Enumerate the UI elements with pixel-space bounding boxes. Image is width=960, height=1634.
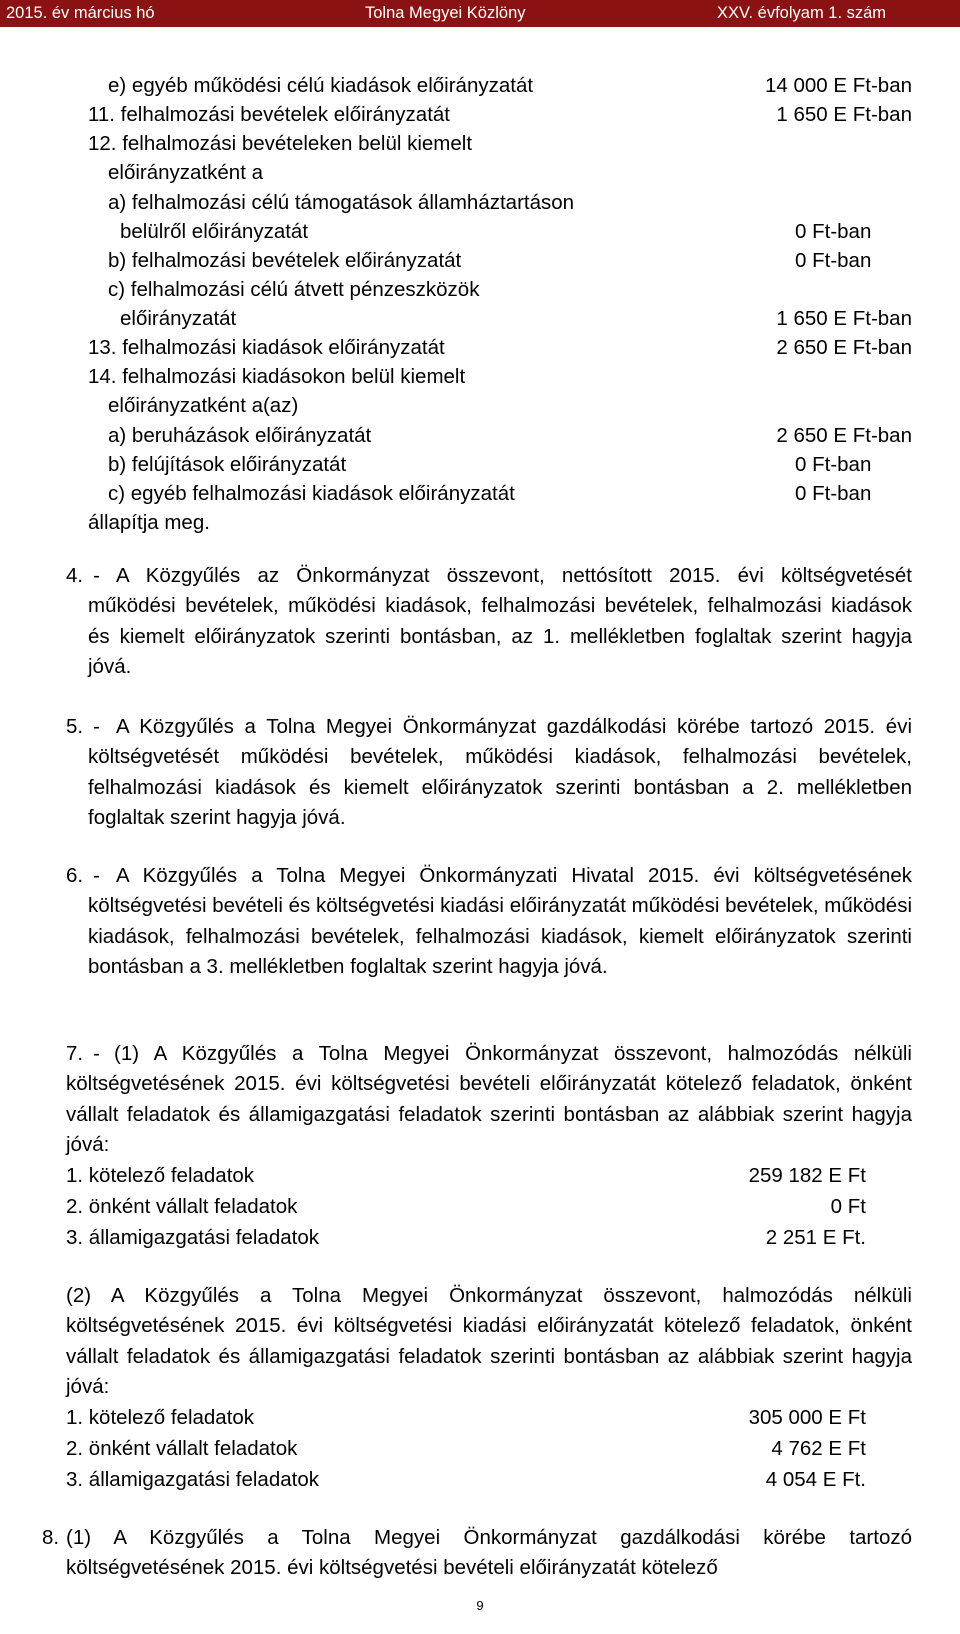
- section-number: 8.: [42, 1526, 60, 1549]
- section-7-para-2: (2) A Közgyűlés a Tolna Megyei Önkormányzat összevont, halmozódás nélküli költségvetésének 2015. évi költségvetési kiadási előirányzatát kötelező feladatok, önként vállalt feladatok és államigazgatási feladatok szerinti bontásban az alábbiak szerint hagyja jóvá:: [66, 1284, 912, 1398]
- item-label: a) felhalmozási célú támogatások államháztartáson: [108, 191, 575, 214]
- task-row-value: 4 054 E Ft.: [765, 1468, 866, 1491]
- item-label: 14. felhalmozási kiadásokon belül kiemelt: [88, 365, 466, 388]
- item-label: előirányzatként a(az): [108, 394, 299, 417]
- item-label: 13. felhalmozási kiadások előirányzatát: [88, 336, 445, 359]
- section-num: 4.: [66, 564, 84, 587]
- section-num: 7.: [66, 1042, 84, 1065]
- header-publication: Tolna Megyei Közlöny: [365, 4, 526, 22]
- item-value: 0 Ft-ban: [795, 482, 872, 505]
- header-volume: XXV. évfolyam 1. szám: [717, 4, 887, 22]
- item-label: 11. felhalmozási bevételek előirányzatát: [88, 103, 450, 126]
- item-label: előirányzatként a: [108, 161, 263, 184]
- section-dash: -: [93, 564, 100, 587]
- task-row-value: 2 251 E Ft.: [765, 1226, 866, 1249]
- section-5-text: A Közgyűlés a Tolna Megyei Önkormányzat gazdálkodási körébe tartozó 2015. évi költségvetését működési bevételek, működési kiadások, felhalmozási bevételek, felhalmozási kiadások és kiemelt előirányzatok szerinti bontásban a 2. mellékletben foglaltak szerint hagyja jóvá.: [88, 715, 912, 829]
- closing-text: állapítja meg.: [88, 511, 210, 534]
- task-row-label: 2. önként vállalt feladatok: [66, 1195, 298, 1218]
- task-row-value: 4 762 E Ft: [771, 1437, 866, 1460]
- section-4-text: A Közgyűlés az Önkormányzat összevont, nettósított 2015. évi költségvetését működési bevételek, működési kiadások, felhalmozási bevételek, felhalmozási kiadások és kiemelt előirányzatok szerinti bontásban, az 1. mellékletben foglaltak szerint hagyja jóvá.: [88, 564, 912, 678]
- item-value: 1 650 E Ft-ban: [776, 103, 912, 126]
- task-row-value: 305 000 E Ft: [748, 1406, 866, 1429]
- item-label: előirányzatát: [120, 307, 237, 330]
- item-label: belülről előirányzatát: [120, 220, 309, 243]
- section-6-text: A Közgyűlés a Tolna Megyei Önkormányzati Hivatal 2015. évi költségvetésének költségvetési bevételi és költségvetési kiadási előirányzatát működési bevételek, működési kiadások, felhalmozási bevételek, felhalmozási kiadások, kiemelt előirányzatok szerinti bontásban a 3. mellékletben foglaltak szerint hagyja jóvá.: [88, 864, 912, 978]
- section-dash: -: [93, 1042, 100, 1065]
- task-row-label: 2. önként vállalt feladatok: [66, 1437, 298, 1460]
- item-value: 2 650 E Ft-ban: [776, 424, 912, 447]
- item-value: 0 Ft-ban: [795, 453, 872, 476]
- section-num: 5.: [66, 715, 84, 738]
- task-row-label: 1. kötelező feladatok: [66, 1406, 255, 1429]
- header-date: 2015. év március hó: [6, 4, 155, 22]
- item-value: 1 650 E Ft-ban: [776, 307, 912, 330]
- item-value: 2 650 E Ft-ban: [776, 336, 912, 359]
- section-8-text: (1) A Közgyűlés a Tolna Megyei Önkormányzat gazdálkodási körébe tartozó költségvetésének 2015. évi költségvetési bevételi előirányzatát kötelező: [66, 1526, 912, 1580]
- section-7-para-1: (1) A Közgyűlés a Tolna Megyei Önkormányzat összevont, halmozódás nélküli költségvetésének 2015. évi költségvetési bevételi előirányzatát kötelező feladatok, önként vállalt feladatok és államigazgatási feladatok szerinti bontásban az alábbiak szerint hagyja jóvá:: [66, 1042, 912, 1156]
- item-label: e) egyéb működési célú kiadások előirányzatát: [108, 74, 534, 97]
- item-value: 14 000 E Ft-ban: [764, 74, 912, 97]
- item-label: a) beruházások előirányzatát: [108, 424, 372, 447]
- task-row-label: 3. államigazgatási feladatok: [66, 1468, 319, 1491]
- task-row-value: 0 Ft: [830, 1195, 866, 1218]
- item-value: 0 Ft-ban: [795, 249, 872, 272]
- page-number: 9: [476, 1598, 484, 1613]
- task-row-value: 259 182 E Ft: [748, 1164, 866, 1187]
- task-row-label: 1. kötelező feladatok: [66, 1164, 255, 1187]
- item-label: c) felhalmozási célú átvett pénzeszközök: [108, 278, 480, 301]
- section-num: 6.: [66, 864, 84, 887]
- item-value: 0 Ft-ban: [795, 220, 872, 243]
- item-label: b) felújítások előirányzatát: [108, 453, 347, 476]
- item-label: c) egyéb felhalmozási kiadások előirányzatát: [108, 482, 515, 505]
- item-label: b) felhalmozási bevételek előirányzatát: [108, 249, 462, 272]
- section-dash: -: [93, 864, 100, 887]
- section-dash: -: [93, 715, 100, 738]
- item-label: 12. felhalmozási bevételeken belül kiemelt: [88, 132, 473, 155]
- task-row-label: 3. államigazgatási feladatok: [66, 1226, 319, 1249]
- page-header: [0, 0, 960, 27]
